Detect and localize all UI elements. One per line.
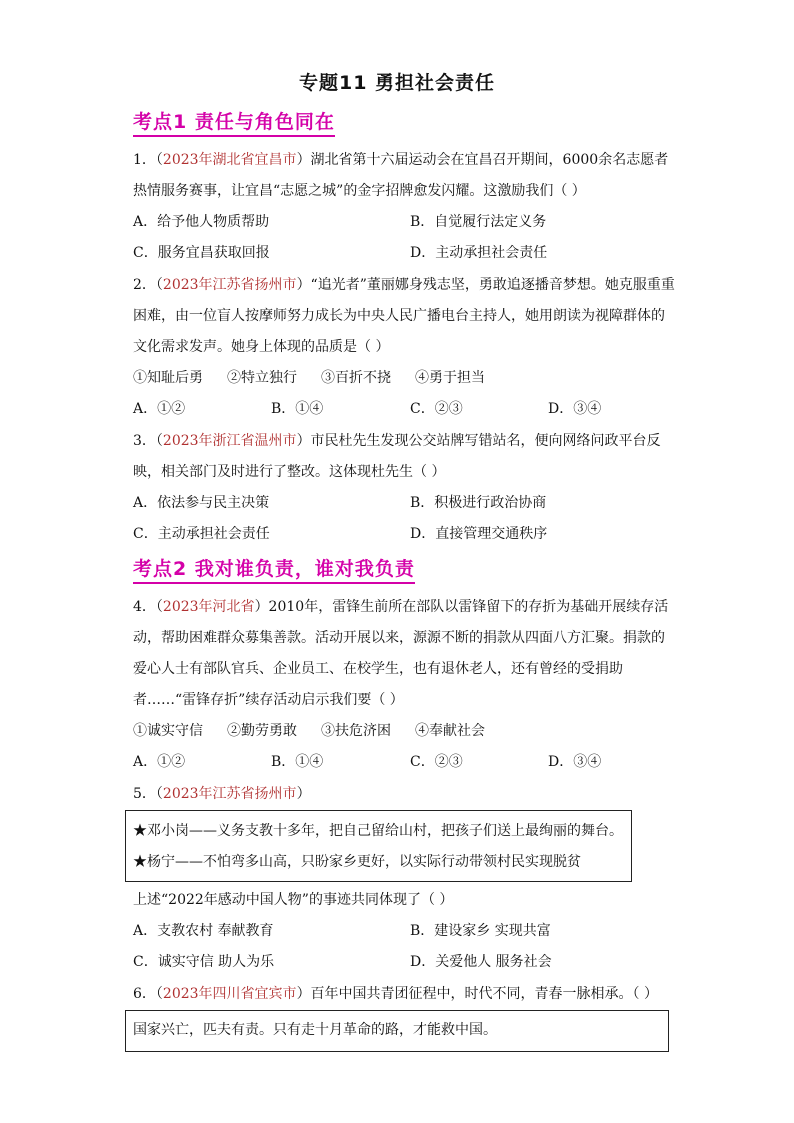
question-4-line-1: 4．（2023年河北省）2010年，雷锋生前所在部队以雷锋留下的存折为基础开展续存活 (133, 599, 669, 615)
question-5-material-line-2: ★杨宁——不怕弯多山高，只盼家乡更好，以实际行动带领村民实现脱贫 (133, 854, 581, 870)
question-3-option-c: C．主动承担社会责任 (133, 526, 270, 542)
question-4-source: 2023年河北省 (162, 599, 255, 615)
section-heading-2: 考点2 我对谁负责，谁对我负责 (133, 557, 415, 584)
question-3-option-a: A．依法参与民主决策 (133, 495, 270, 511)
question-2-option-c: C．②③ (410, 401, 463, 417)
question-2-choices: ①知耻后勇 ②特立独行 ③百折不挠 ④勇于担当 (133, 370, 485, 386)
question-1-option-c: C．服务宜昌获取回报 (133, 245, 270, 261)
question-3-line-1: 3．（2023年浙江省温州市）市民杜先生发现公交站牌写错站名，便向网络问政平台反 (133, 433, 661, 449)
question-4-choices: ①诚实守信 ②勤劳勇敢 ③扶危济困 ④奉献社会 (133, 723, 485, 739)
question-5-line-1: 5．（2023年江苏省扬州市） (133, 786, 311, 802)
question-2-option-b: B．①④ (271, 401, 324, 417)
question-1-line-1: 1．（2023年湖北省宜昌市）湖北省第十六届运动会在宜昌召开期间，6000余名志愿者 (133, 152, 669, 168)
question-3-source: 2023年浙江省温州市 (162, 433, 297, 449)
question-3-option-d: D．直接管理交通秩序 (410, 526, 548, 542)
question-6-line-1: 6．（2023年四川省宜宾市）百年中国共青团征程中，时代不同，青春一脉相承。（ ） (133, 986, 659, 1002)
question-4-line-3: 爱心人士有部队官兵、企业员工、在校学生，也有退休老人，还有曾经的受捐助 (133, 661, 623, 677)
question-5-material-line-1: ★邓小岗——义务支教十多年，把自己留给山村，把孩子们送上最绚丽的舞台。 (133, 823, 623, 839)
question-5-option-c: C．诚实守信 助人为乐 (133, 954, 275, 970)
question-5-option-b: B．建设家乡 实现共富 (410, 923, 551, 939)
question-1-source: 2023年湖北省宜昌市 (162, 152, 297, 168)
page-title: 专题11 勇担社会责任 (298, 72, 496, 94)
question-3-option-b: B．积极进行政治协商 (410, 495, 547, 511)
question-2-source: 2023年江苏省扬州市 (162, 277, 297, 293)
question-1-line-2: 热情服务赛事，让宜昌“志愿之城”的金字招牌愈发闪耀。这激励我们（ ） (133, 183, 586, 199)
question-2-line-2: 困难，由一位盲人按摩师努力成长为中央人民广播电台主持人，她用朗读为视障群体的 (133, 308, 665, 324)
question-5-source: 2023年江苏省扬州市 (162, 786, 297, 802)
question-5-option-d: D．关爱他人 服务社会 (410, 954, 552, 970)
question-4-option-d: D．③④ (548, 754, 602, 770)
question-1-option-a: A．给予他人物质帮助 (133, 214, 270, 230)
question-4-option-b: B．①④ (271, 754, 324, 770)
question-5-material-box (125, 810, 632, 882)
question-2-line-1: 2．（2023年江苏省扬州市）“追光者”董丽娜身残志坚，勇敢追逐播音梦想。她克服重重 (133, 277, 675, 293)
question-2-option-d: D．③④ (548, 401, 602, 417)
question-5-option-a: A．支教农村 奉献教育 (133, 923, 274, 939)
question-1-option-b: B．自觉履行法定义务 (410, 214, 547, 230)
question-6-source: 2023年四川省宜宾市 (162, 986, 297, 1002)
question-4-line-2: 动，帮助困难群众募集善款。活动开展以来，源源不断的捐款从四面八方汇聚。捐款的 (133, 630, 665, 646)
question-4-option-c: C．②③ (410, 754, 463, 770)
section-heading-1: 考点1 责任与角色同在 (133, 110, 335, 137)
question-1-option-d: D．主动承担社会责任 (410, 245, 548, 261)
question-5-stem: 上述“2022年感动中国人物”的事迹共同体现了（ ） (133, 892, 454, 908)
question-4-line-4: 者……“雷锋存折”续存活动启示我们要（ ） (133, 692, 404, 708)
question-6-material-line: 国家兴亡，匹夫有责。只有走十月革命的路，才能救中国。 (133, 1022, 497, 1038)
question-3-line-2: 映，相关部门及时进行了整改。这体现杜先生（ ） (133, 464, 446, 480)
question-2-line-3: 文化需求发声。她身上体现的品质是（ ） (133, 339, 390, 355)
question-2-option-a: A．①② (133, 401, 186, 417)
question-4-option-a: A．①② (133, 754, 186, 770)
